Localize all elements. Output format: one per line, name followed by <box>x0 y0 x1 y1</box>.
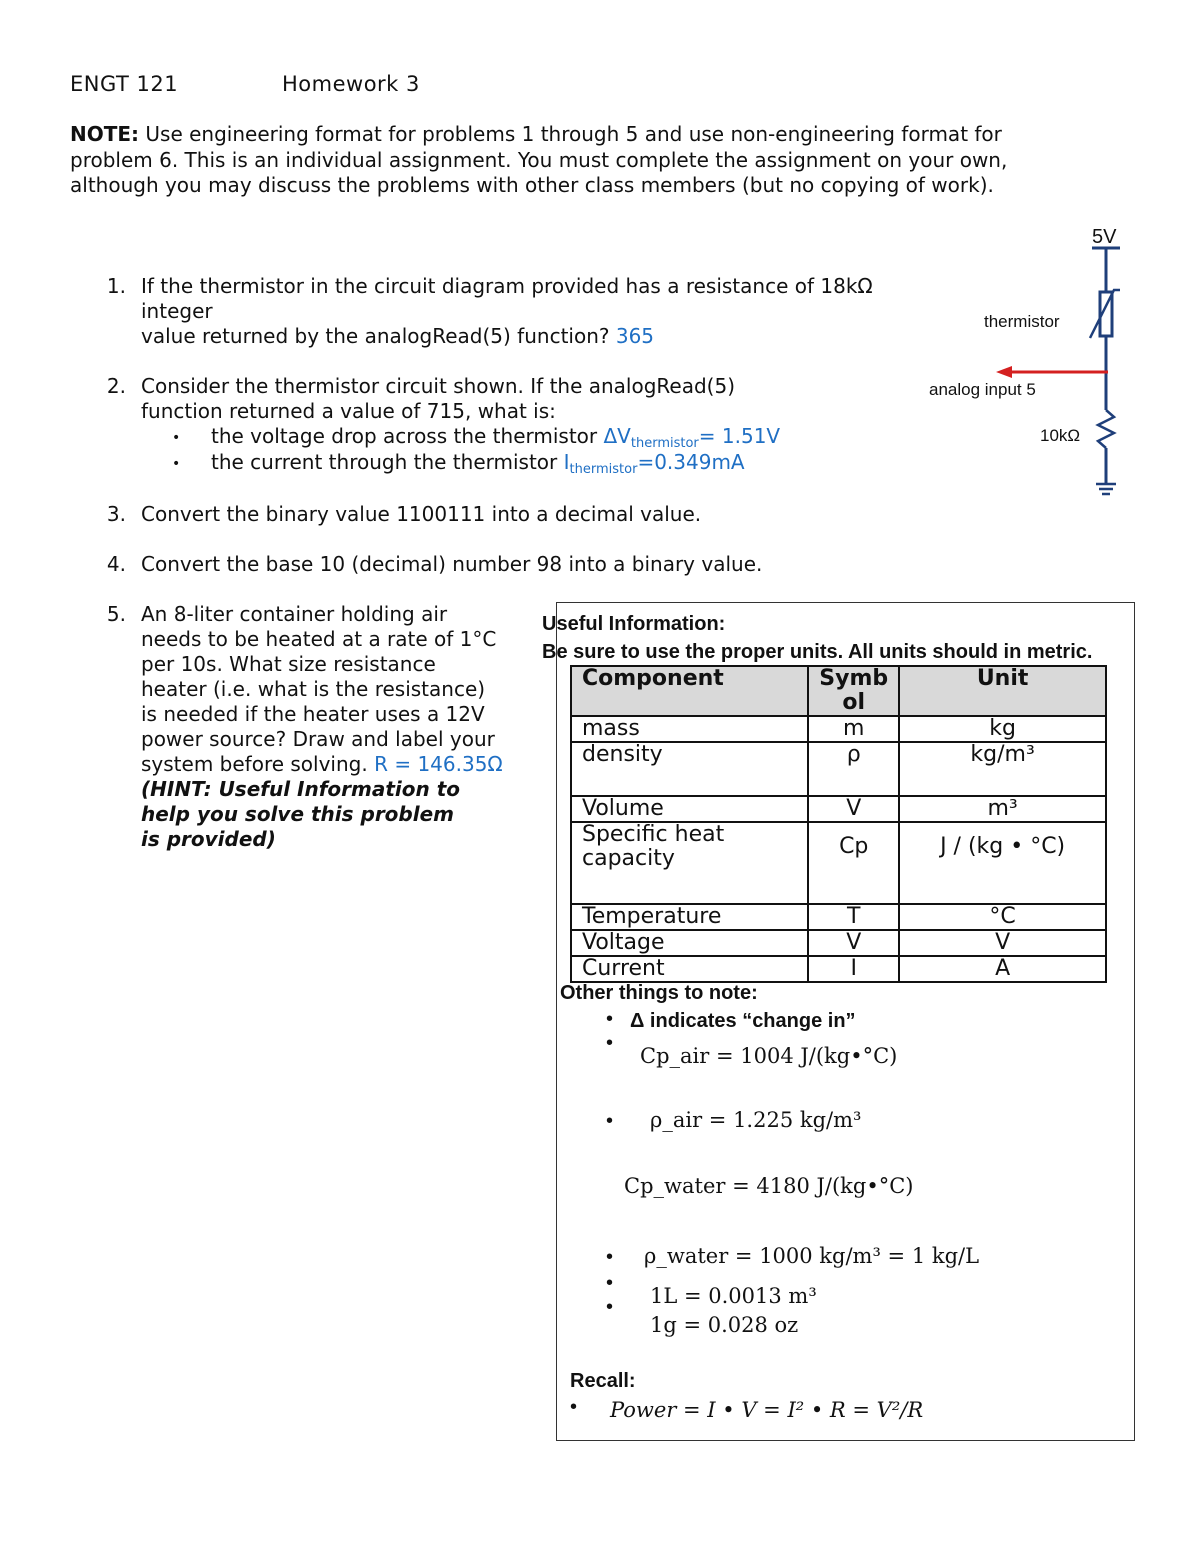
note-rho-water: ρ_water = 1000 kg/m³ = 1 kg/L <box>644 1244 980 1268</box>
dv-subscript: thermistor <box>630 436 699 451</box>
problem-5-line-5: is needed if the heater uses a 12V <box>141 702 485 726</box>
note-rho-air: ρ_air = 1.225 kg/m³ <box>650 1108 862 1132</box>
units-table <box>570 665 1107 983</box>
note-gram: 1g = 0.028 oz <box>650 1313 799 1337</box>
analog-arrow-head <box>996 366 1012 378</box>
problem-5-answer: R = 146.35Ω <box>374 752 503 776</box>
row-unit: J / (kg • °C) <box>899 822 1106 904</box>
assignment-title: Homework 3 <box>282 72 420 96</box>
bullet-delta: • <box>606 1008 614 1030</box>
recall-power-formula: Power = I • V = I² • R = V²/R <box>610 1398 924 1422</box>
problem-5-line-6: power source? Draw and label your <box>141 727 495 751</box>
problem-2-item-2-answer <box>563 450 745 477</box>
i-symbol: I <box>563 450 570 474</box>
thermistor-circuit-diagram <box>920 220 1120 510</box>
analog-input-label: analog input 5 <box>929 380 1036 399</box>
row-unit: V <box>899 930 1106 956</box>
note-cp-water: Cp_water = 4180 J/(kg•°C) <box>624 1174 914 1198</box>
note-liter: 1L = 0.0013 m³ <box>650 1284 817 1308</box>
problem-5-hint-2: help you solve this problem <box>141 802 454 826</box>
course-code: ENGT 121 <box>70 72 179 96</box>
row-symbol: ρ <box>808 742 899 796</box>
problem-5-hint-1: (HINT: Useful Information to <box>141 777 461 801</box>
problem-4-number: 4. <box>106 552 126 576</box>
problem-5-number: 5. <box>106 602 126 626</box>
note-line-2: problem 6. This is an individual assignment. You must complete the assignment on your own, <box>70 147 1008 172</box>
header-symbol-1: Symb <box>819 666 889 691</box>
thermistor-slash <box>1090 290 1120 338</box>
other-notes-title: Other things to note: <box>560 982 758 1004</box>
row-symbol: T <box>808 904 899 930</box>
i-subscript: thermistor <box>569 462 638 477</box>
recall-title: Recall: <box>570 1370 636 1392</box>
problem-4-text: Convert the base 10 (decimal) number 98 into a binary value. <box>141 552 763 576</box>
table-row <box>571 742 1106 796</box>
supply-label: 5V <box>1092 226 1117 248</box>
problem-2-line-1: Consider the thermistor circuit shown. If the analogRead(5) <box>141 374 736 398</box>
problem-2-item-1-answer <box>603 424 781 451</box>
bullet-cp-air: • <box>606 1032 614 1054</box>
problem-2-item-1-text: the voltage drop across the thermistor <box>211 424 598 448</box>
useful-info-title: Useful Information: <box>542 613 726 635</box>
bullet-gram: • <box>606 1296 614 1318</box>
table-row <box>571 930 1106 956</box>
header-unit: Unit <box>899 666 1106 716</box>
resistor-symbol <box>1098 410 1114 448</box>
row-unit: kg/m³ <box>899 742 1106 796</box>
bullet-rho-air: • <box>606 1110 614 1132</box>
bullet-rho-water: • <box>606 1246 614 1268</box>
table-row <box>571 796 1106 822</box>
table-row <box>571 716 1106 742</box>
row-symbol: V <box>808 796 899 822</box>
problem-1-number: 1. <box>106 274 126 298</box>
problem-3-text: Convert the binary value 1100111 into a decimal value. <box>141 502 702 526</box>
header-component: Component <box>571 666 808 716</box>
problem-5-line-3: per 10s. What size resistance <box>141 652 436 676</box>
problem-1-question: value returned by the analogRead(5) function? <box>141 324 610 348</box>
problem-5-line-7 <box>141 752 503 777</box>
problem-1-line-2: integer <box>141 299 213 323</box>
row-component: mass <box>571 716 808 742</box>
problem-2-bullet-1: • <box>172 430 181 446</box>
header-symbol <box>808 666 899 716</box>
row-unit: °C <box>899 904 1106 930</box>
row-unit: m³ <box>899 796 1106 822</box>
row-component: Voltage <box>571 930 808 956</box>
problem-5-last-line: system before solving. <box>141 752 368 776</box>
table-row <box>571 822 1106 904</box>
problem-2-line-2: function returned a value of 715, what is: <box>141 399 556 423</box>
note-paragraph <box>70 122 1150 199</box>
row-unit: A <box>899 956 1106 982</box>
note-line-1: Use engineering format for problems 1 through 5 and use non-engineering format for <box>139 122 1002 146</box>
row-component: Temperature <box>571 904 808 930</box>
note-delta: Δ indicates “change in” <box>630 1010 856 1032</box>
problem-3-number: 3. <box>106 502 126 526</box>
problem-1-line-3 <box>141 324 654 349</box>
problem-5-line-4: heater (i.e. what is the resistance) <box>141 677 486 701</box>
row-component-2: capacity <box>582 846 675 871</box>
thermistor-label: thermistor <box>984 312 1060 331</box>
problem-2-item-2 <box>211 450 745 482</box>
row-symbol: I <box>808 956 899 982</box>
row-component-1: Specific heat <box>582 822 725 847</box>
problem-2-bullet-2: • <box>172 456 181 472</box>
note-label: NOTE: <box>70 122 140 146</box>
table-row <box>571 904 1106 930</box>
resistor-label: 10kΩ <box>1040 426 1081 445</box>
problem-1-answer: 365 <box>615 324 655 348</box>
problem-1-line-1: If the thermistor in the circuit diagram provided has a resistance of 18kΩ <box>141 274 873 298</box>
header-symbol-2: ol <box>842 690 866 715</box>
problem-2-item-2-text: the current through the thermistor <box>211 450 558 474</box>
problem-5-line-2: needs to be heated at a rate of 1°C <box>141 627 497 651</box>
dv-value: = 1.51V <box>698 424 781 448</box>
row-component: density <box>571 742 808 796</box>
table-row <box>571 956 1106 982</box>
row-component: Current <box>571 956 808 982</box>
row-component: Volume <box>571 796 808 822</box>
row-symbol: V <box>808 930 899 956</box>
note-cp-air: Cp_air = 1004 J/(kg•°C) <box>640 1044 898 1068</box>
row-component <box>571 822 808 904</box>
problem-2-number: 2. <box>106 374 126 398</box>
bullet-liter: • <box>606 1272 614 1294</box>
problem-5-hint-3: is provided) <box>141 827 276 851</box>
problem-5-line-1: An 8-liter container holding air <box>141 602 448 626</box>
units-table-header <box>571 666 1106 716</box>
row-symbol: m <box>808 716 899 742</box>
row-symbol: Cp <box>808 822 899 904</box>
row-unit: kg <box>899 716 1106 742</box>
i-value: =0.349mA <box>637 450 745 474</box>
useful-info-subtitle: Be sure to use the proper units. All units should in metric. <box>542 641 1093 663</box>
recall-bullet: • <box>570 1396 578 1418</box>
dv-symbol: ΔV <box>603 424 631 448</box>
note-line-3: although you may discuss the problems with other class members (but no copying of work). <box>70 173 994 197</box>
